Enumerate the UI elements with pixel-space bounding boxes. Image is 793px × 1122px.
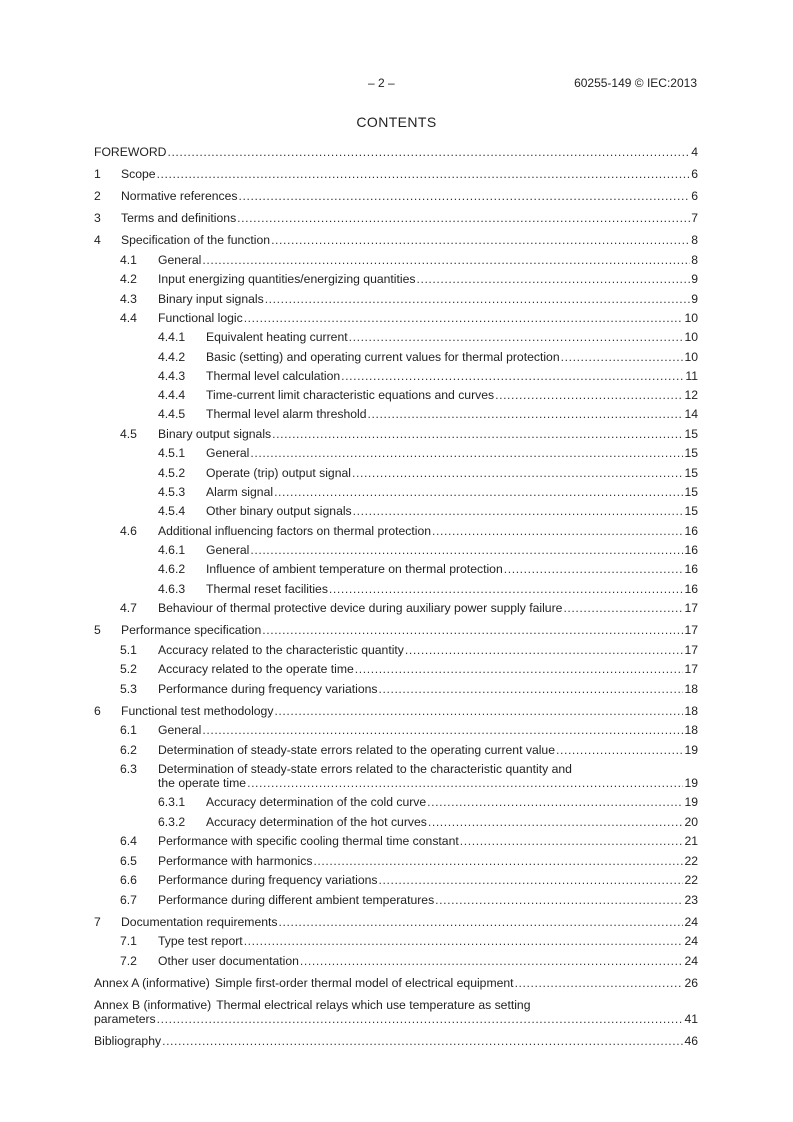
toc-entry-page: 10 <box>684 330 698 345</box>
toc-entry-number: 4.5.2 <box>158 465 186 480</box>
toc-dot-leader <box>427 795 683 809</box>
toc-dot-leader <box>313 854 683 868</box>
toc-entry-number: 4.7 <box>120 601 137 616</box>
toc-entry-page: 19 <box>684 776 698 791</box>
toc-dot-leader <box>300 954 684 968</box>
toc-entry[interactable] <box>94 330 698 344</box>
toc-entry-page: 4 <box>691 145 698 159</box>
toc-dot-leader <box>515 976 684 990</box>
toc-entry-page: 20 <box>684 814 698 829</box>
toc-entry-title: Thermal electrical relays which use temperature as setting <box>216 997 531 1012</box>
toc-entry[interactable] <box>94 723 698 737</box>
toc-entry-page: 16 <box>684 542 698 557</box>
toc-entry-number: 4.6.3 <box>158 581 186 596</box>
toc-entry[interactable] <box>94 915 698 929</box>
toc-entry-title: FOREWORD <box>94 145 167 159</box>
document-reference: 60255-149 © IEC:2013 <box>574 76 697 90</box>
toc-entry[interactable] <box>94 795 698 809</box>
toc-entry-title: Time-current limit characteristic equations and curves <box>206 388 495 403</box>
toc-entry-title: General <box>206 446 250 461</box>
toc-dot-leader <box>247 776 683 790</box>
toc-dot-leader <box>202 253 690 267</box>
toc-entry-number: 6.5 <box>120 853 137 868</box>
toc-entry[interactable] <box>94 167 698 181</box>
toc-entry-number: 4.3 <box>120 291 137 306</box>
toc-entry-title: Basic (setting) and operating current values for thermal protection <box>206 349 560 364</box>
toc-dot-leader <box>265 292 691 306</box>
toc-entry[interactable] <box>94 643 698 657</box>
toc-entry-number: 6 <box>94 703 101 718</box>
toc-entry[interactable] <box>94 369 698 383</box>
toc-entry-number: 4.5.4 <box>158 504 186 519</box>
toc-entry[interactable] <box>94 934 698 948</box>
toc-entry-number: Annex B (informative) <box>94 997 212 1012</box>
toc-entry[interactable] <box>94 762 698 790</box>
toc-entry-page: 17 <box>684 623 698 638</box>
toc-entry-page: 17 <box>684 662 698 677</box>
toc-entry-number: 7 <box>94 914 101 929</box>
toc-entry[interactable] <box>94 292 698 306</box>
toc-entry-number: 5.1 <box>120 642 137 657</box>
toc-entry-number: 6.6 <box>120 873 137 888</box>
toc-entry-number: 7.2 <box>120 953 137 968</box>
toc-entry-page: 41 <box>684 1011 698 1026</box>
toc-entry-title: Thermal level calculation <box>206 368 341 383</box>
toc-entry-number: 4.1 <box>120 252 137 267</box>
toc-dot-leader <box>355 662 684 676</box>
toc-entry[interactable] <box>94 873 698 887</box>
toc-dot-leader <box>341 369 684 383</box>
toc-dot-leader <box>556 743 683 757</box>
toc-entry-number: 4.4.4 <box>158 388 186 403</box>
toc-entry-page: 8 <box>691 233 698 247</box>
toc-entry-title-continued: the operate time <box>158 776 247 791</box>
toc-entry[interactable] <box>94 893 698 907</box>
toc-dot-leader <box>202 723 683 737</box>
toc-entry-number: 4.6.1 <box>158 542 186 557</box>
toc-entry[interactable] <box>94 233 698 247</box>
toc-entry-title: Accuracy determination of the cold curve <box>206 795 427 810</box>
toc-dot-leader <box>563 601 683 615</box>
toc-entry-page: 16 <box>684 581 698 596</box>
toc-entry-number: 5.2 <box>120 662 137 677</box>
toc-entry-page: 16 <box>684 523 698 538</box>
toc-entry-number: 2 <box>94 189 101 203</box>
toc-dot-leader <box>262 623 683 637</box>
toc-entry-number: 6.4 <box>120 834 137 849</box>
toc-dot-leader <box>167 145 690 159</box>
toc-entry-title: Bibliography <box>94 1033 162 1048</box>
toc-entry[interactable] <box>94 145 698 159</box>
toc-dot-leader <box>274 704 683 718</box>
toc-entry-title: Binary input signals <box>158 291 264 306</box>
toc-entry-title: Accuracy related to the operate time <box>158 662 354 677</box>
toc-entry-page: 24 <box>684 914 698 929</box>
toc-entry[interactable] <box>94 954 698 968</box>
toc-entry[interactable] <box>94 582 698 596</box>
toc-entry-title: Thermal level alarm threshold <box>206 407 367 422</box>
toc-entry-title: Operate (trip) output signal <box>206 465 351 480</box>
toc-entry-page: 15 <box>684 484 698 499</box>
toc-entry-title: Influence of ambient temperature on thermal protection <box>206 562 503 577</box>
toc-entry-title: General <box>158 252 202 267</box>
toc-entry-page: 22 <box>684 853 698 868</box>
page-number: – 2 – <box>368 76 395 90</box>
toc-entry-title: Terms and definitions <box>121 211 237 225</box>
toc-entry[interactable] <box>94 524 698 538</box>
toc-entry-page: 8 <box>691 252 698 267</box>
toc-dot-leader <box>244 934 684 948</box>
toc-dot-leader <box>272 427 683 441</box>
toc-entry-page: 12 <box>684 388 698 403</box>
toc-entry-page: 6 <box>691 167 698 181</box>
toc-entry-page: 15 <box>684 504 698 519</box>
page-title: CONTENTS <box>356 114 437 130</box>
toc-entry-title: Alarm signal <box>206 484 274 499</box>
toc-entry-page: 21 <box>684 834 698 849</box>
toc-entry-number: 4.4.3 <box>158 368 186 383</box>
toc-entry-title: Normative references <box>121 189 238 203</box>
toc-dot-leader <box>250 446 683 460</box>
toc-entry-number: 3 <box>94 211 101 225</box>
toc-entry-page: 7 <box>691 211 698 225</box>
toc-entry-page: 11 <box>685 368 698 383</box>
toc-entry[interactable] <box>94 485 698 499</box>
toc-entry-title: Other binary output signals <box>206 504 352 519</box>
toc-entry-number: 6.7 <box>120 892 137 907</box>
toc-entry[interactable] <box>94 211 698 225</box>
toc-entry-number: 6.2 <box>120 742 137 757</box>
toc-entry[interactable] <box>94 504 698 518</box>
toc-entry-title-continued: parameters <box>94 1011 156 1026</box>
toc-entry-number: 5.3 <box>120 681 137 696</box>
toc-entry[interactable] <box>94 562 698 576</box>
toc-dot-leader <box>157 1012 684 1026</box>
toc-dot-leader <box>353 504 684 518</box>
toc-entry-page: 9 <box>691 272 698 286</box>
toc-dot-leader <box>368 407 684 421</box>
toc-entry[interactable] <box>94 189 698 203</box>
toc-dot-leader <box>244 311 684 325</box>
toc-entry-title: Additional influencing factors on thermal protection <box>158 523 432 538</box>
toc-dot-leader <box>157 167 691 181</box>
toc-entry-title: Other user documentation <box>158 953 299 968</box>
toc-entry[interactable] <box>94 427 698 441</box>
toc-entry-page: 24 <box>684 934 698 949</box>
toc-entry-number: 6.3 <box>120 762 137 777</box>
toc-entry-title: Documentation requirements <box>121 914 278 929</box>
toc-entry-title: Type test report <box>158 934 243 949</box>
toc-dot-leader <box>428 815 684 829</box>
toc-entry[interactable] <box>94 446 698 460</box>
toc-entry-page: 6 <box>691 189 698 203</box>
toc-entry-number: 5 <box>94 623 101 638</box>
toc-entry[interactable] <box>94 1034 698 1048</box>
toc-entry-number: 4 <box>94 233 101 247</box>
toc-entry-title: Performance during different ambient temperatures <box>158 892 435 907</box>
toc-entry[interactable] <box>94 662 698 676</box>
toc-entry-title: Accuracy determination of the hot curves <box>206 814 427 829</box>
toc-entry-number: 6.3.1 <box>158 795 186 810</box>
toc-dot-leader <box>162 1034 683 1048</box>
toc-entry-number: 1 <box>94 167 101 181</box>
toc-entry[interactable] <box>94 466 698 480</box>
toc-entry[interactable] <box>94 998 698 1026</box>
toc-entry-number: 4.5.3 <box>158 484 186 499</box>
toc-entry-number: 4.4.1 <box>158 330 186 345</box>
toc-entry-page: 26 <box>684 975 698 990</box>
toc-entry-title: Performance during frequency variations <box>158 681 378 696</box>
toc-entry-number: 4.4.2 <box>158 349 186 364</box>
toc-entry-title: Functional test methodology <box>121 703 274 718</box>
toc-dot-leader <box>561 350 684 364</box>
toc-entry[interactable] <box>94 601 698 615</box>
toc-dot-leader <box>432 524 683 538</box>
toc-dot-leader <box>349 330 684 344</box>
toc-entry[interactable] <box>94 815 698 829</box>
toc-entry-page: 9 <box>691 291 698 306</box>
toc-entry-page: 18 <box>684 703 698 718</box>
toc-entry[interactable] <box>94 388 698 402</box>
toc-entry-page: 22 <box>684 873 698 888</box>
toc-entry[interactable] <box>94 253 698 267</box>
toc-dot-leader <box>460 834 684 848</box>
toc-entry[interactable] <box>94 407 698 421</box>
toc-entry-page: 16 <box>684 562 698 577</box>
toc-entry-number: 4.5 <box>120 426 137 441</box>
toc-entry-number: 6.3.2 <box>158 814 186 829</box>
toc-entry-page: 15 <box>684 465 698 480</box>
toc-entry[interactable] <box>94 704 698 718</box>
toc-entry-title: Determination of steady-state errors related to the operating current value <box>158 742 555 757</box>
toc-entry-title: Performance specification <box>121 623 262 638</box>
toc-entry-number: 4.6 <box>120 523 137 538</box>
toc-dot-leader <box>352 466 683 480</box>
toc-dot-leader <box>495 388 683 402</box>
toc-entry[interactable] <box>94 311 698 325</box>
toc-entry-number: 6.1 <box>120 723 137 738</box>
toc-entry-number: 7.1 <box>120 934 137 949</box>
toc-entry[interactable] <box>94 976 698 990</box>
toc-entry-number: 4.2 <box>120 272 137 286</box>
toc-entry[interactable] <box>94 623 698 637</box>
toc-dot-leader <box>239 189 691 203</box>
toc-entry-page: 18 <box>684 681 698 696</box>
table-of-contents <box>94 145 698 1048</box>
toc-entry[interactable] <box>94 854 698 868</box>
toc-entry-title: Equivalent heating current <box>206 330 348 345</box>
toc-entry-title: Accuracy related to the characteristic quantity <box>158 642 404 657</box>
toc-entry-page: 19 <box>684 742 698 757</box>
toc-entry-number: 4.4.5 <box>158 407 186 422</box>
toc-entry-page: 19 <box>684 795 698 810</box>
toc-dot-leader <box>329 582 684 596</box>
toc-entry-title: General <box>158 723 202 738</box>
toc-dot-leader <box>379 873 684 887</box>
toc-entry-number: 4.4 <box>120 311 137 325</box>
toc-entry[interactable] <box>94 272 698 286</box>
toc-entry-page: 14 <box>684 407 698 422</box>
toc-entry[interactable] <box>94 834 698 848</box>
toc-dot-leader <box>416 272 690 286</box>
toc-dot-leader <box>379 682 684 696</box>
toc-entry-title: General <box>206 542 250 557</box>
toc-entry-page: 23 <box>684 892 698 907</box>
toc-dot-leader <box>435 893 683 907</box>
toc-dot-leader <box>250 543 683 557</box>
toc-entry-number: 4.5.1 <box>158 446 186 461</box>
toc-dot-leader <box>405 643 684 657</box>
toc-entry-number: 4.6.2 <box>158 562 186 577</box>
toc-entry-title: Thermal reset facilities <box>206 581 328 596</box>
toc-dot-leader <box>274 485 683 499</box>
toc-entry-page: 24 <box>684 953 698 968</box>
toc-entry-title: Scope <box>121 167 156 181</box>
toc-entry-page: 15 <box>684 426 698 441</box>
toc-entry-title: Performance with harmonics <box>158 853 313 868</box>
toc-entry[interactable] <box>94 682 698 696</box>
toc-entry-page: 17 <box>684 601 698 616</box>
toc-entry[interactable] <box>94 743 698 757</box>
toc-entry-title: Input energizing quantities/energizing quantities <box>158 272 416 286</box>
toc-entry-page: 10 <box>684 311 698 325</box>
toc-entry-page: 10 <box>684 349 698 364</box>
toc-entry-number: Annex A (informative) <box>94 975 210 990</box>
toc-dot-leader <box>237 211 690 225</box>
toc-entry-title: Functional logic <box>158 311 243 325</box>
toc-entry[interactable] <box>94 350 698 364</box>
toc-entry-page: 15 <box>684 446 698 461</box>
toc-entry-title: Binary output signals <box>158 426 272 441</box>
toc-entry-title: Behaviour of thermal protective device during auxiliary power supply failure <box>158 601 563 616</box>
toc-dot-leader <box>504 562 684 576</box>
toc-dot-leader <box>271 233 690 247</box>
toc-entry-title: Simple first-order thermal model of electrical equipment <box>214 975 514 990</box>
toc-entry-title: Specification of the function <box>121 233 271 247</box>
toc-entry-page: 17 <box>684 642 698 657</box>
toc-entry-page: 46 <box>684 1033 698 1048</box>
toc-entry-title: Performance during frequency variations <box>158 873 378 888</box>
toc-entry[interactable] <box>94 543 698 557</box>
toc-entry-title: Determination of steady-state errors related to the characteristic quantity and <box>158 762 572 777</box>
toc-dot-leader <box>279 915 684 929</box>
toc-entry-title: Performance with specific cooling thermal time constant <box>158 834 459 849</box>
toc-entry-page: 18 <box>684 723 698 738</box>
